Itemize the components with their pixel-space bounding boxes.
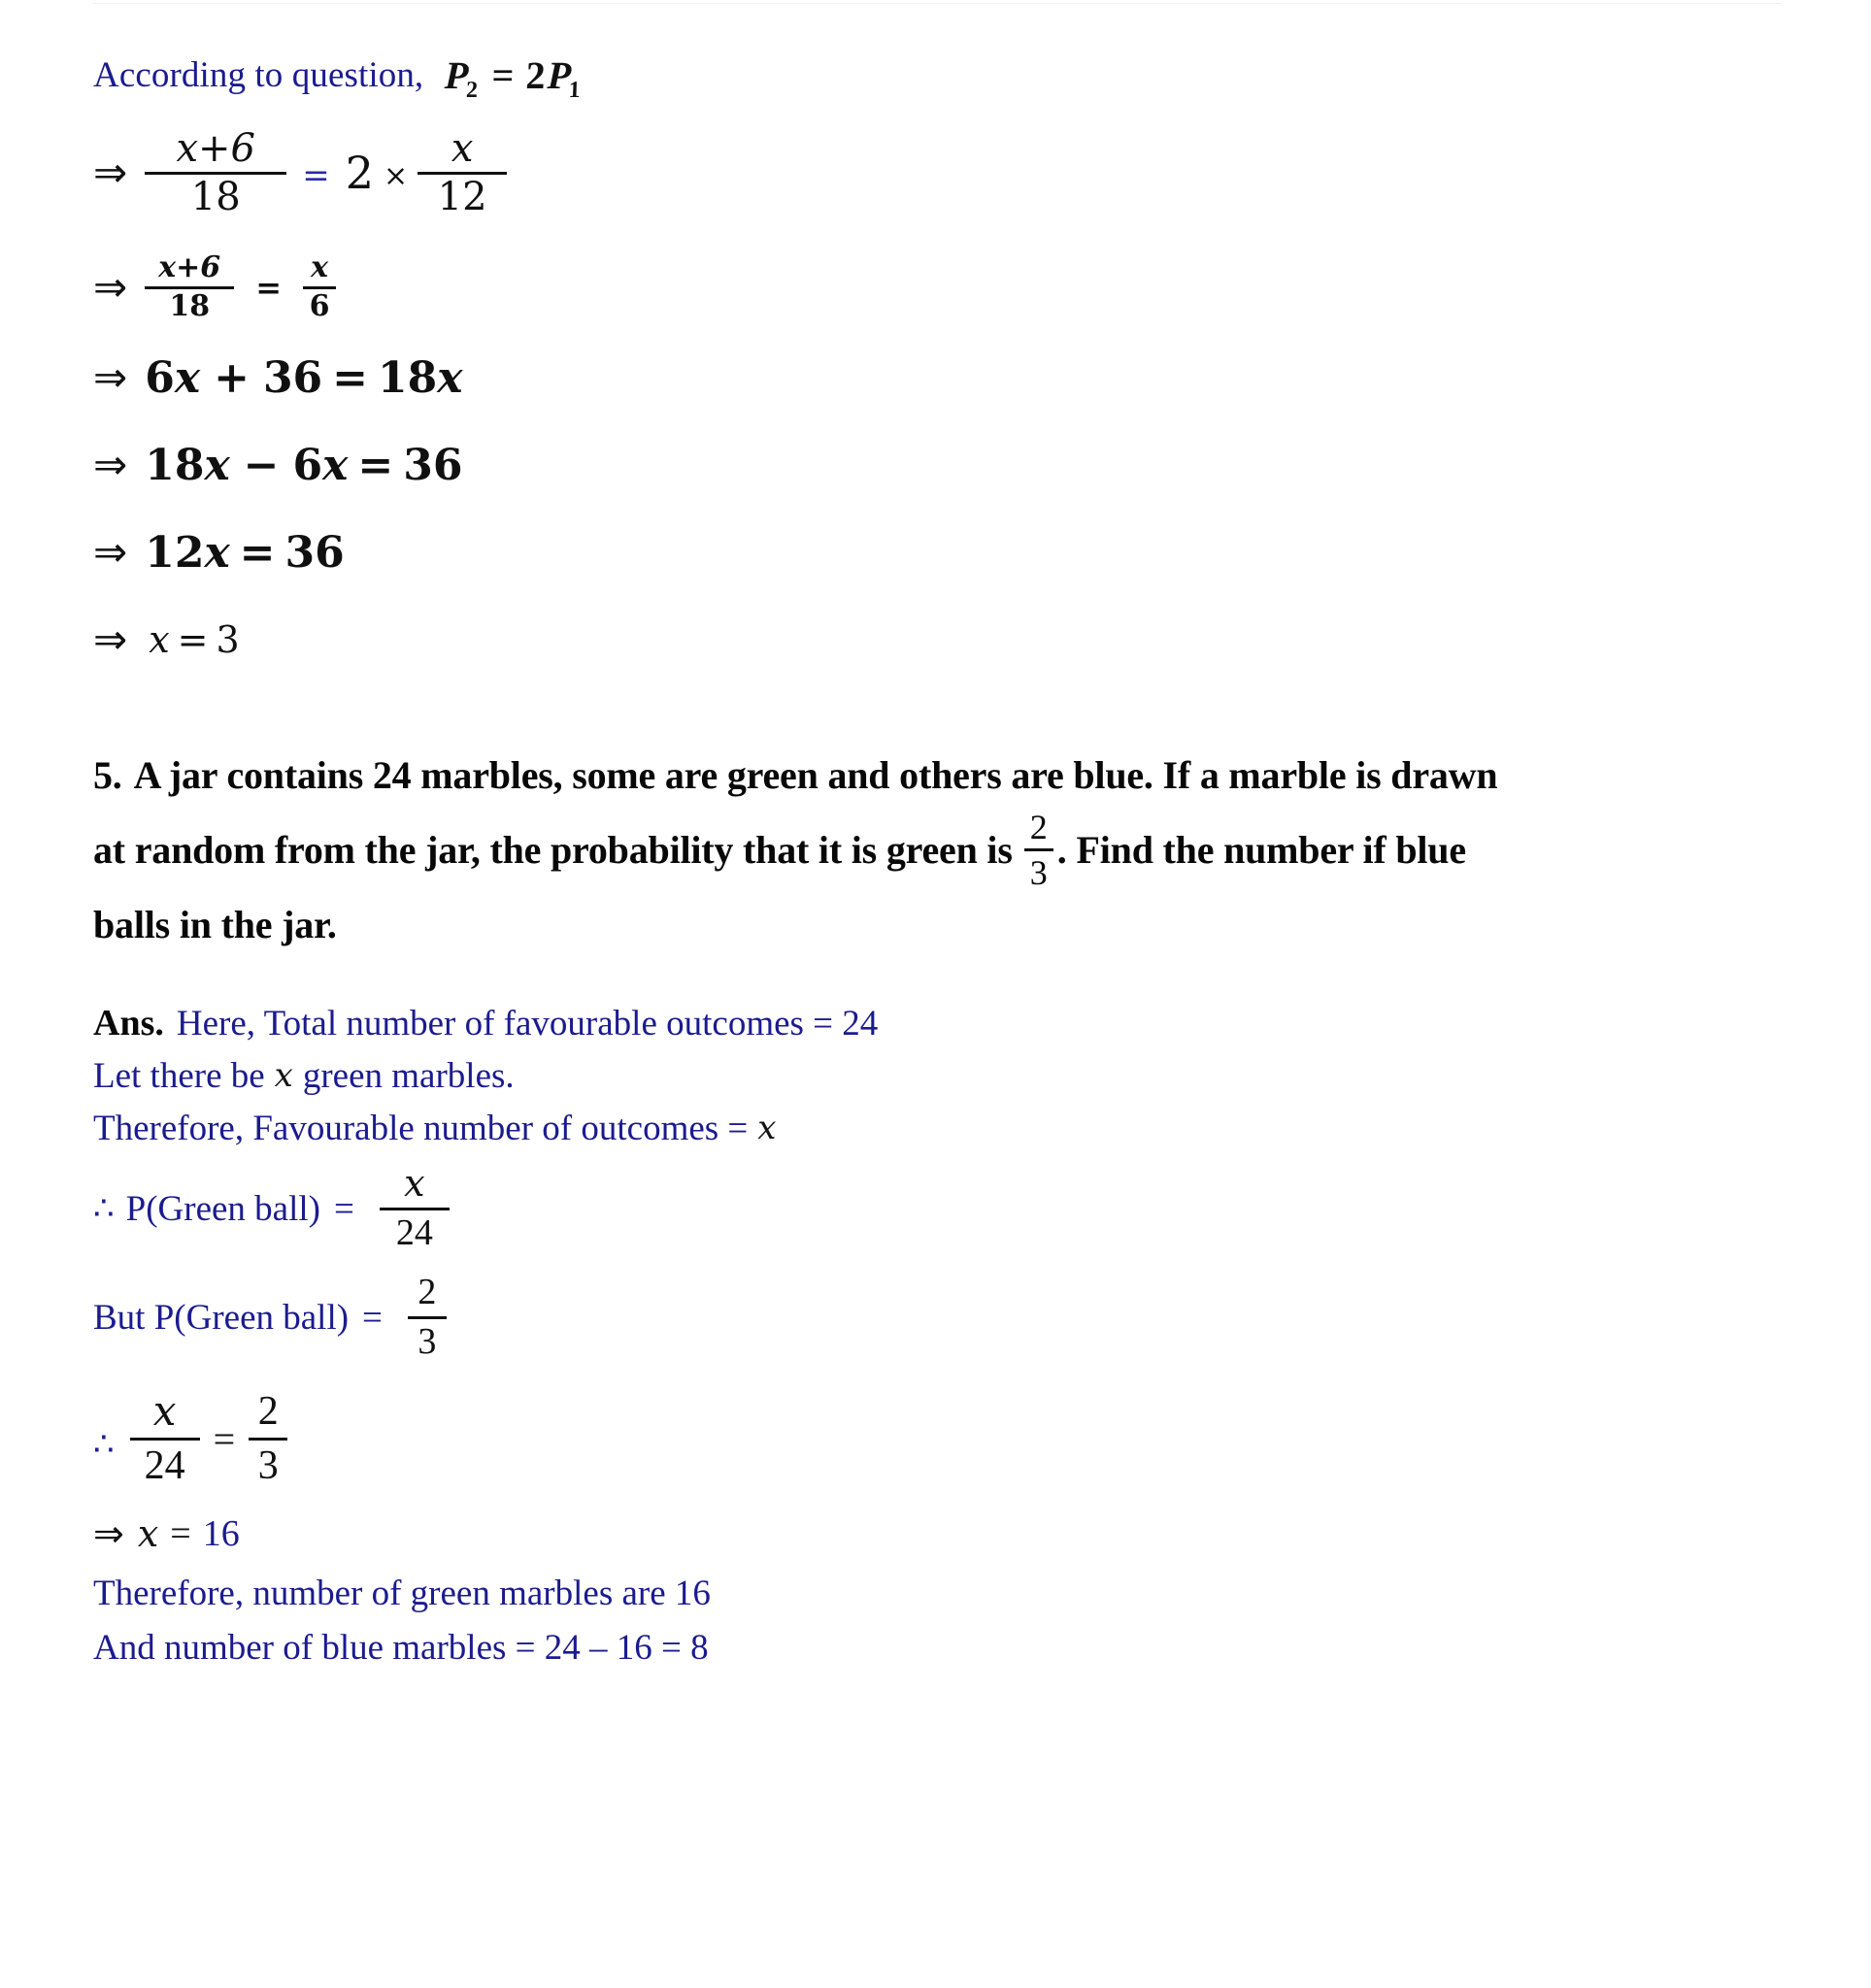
step-2-right-fraction bbox=[303, 249, 336, 323]
fraction-bar bbox=[1024, 848, 1053, 851]
answer-line-3-before: Therefore, Favourable number of outcomes = bbox=[93, 1108, 749, 1148]
step-2-right-denominator: 6 bbox=[309, 288, 330, 323]
step-3-row bbox=[93, 334, 1778, 421]
p-green-numerator: x bbox=[404, 1161, 425, 1205]
step-2-equals: = bbox=[255, 269, 283, 306]
step-1-left-fraction bbox=[145, 125, 286, 219]
conclusion-line-2 bbox=[93, 1620, 1778, 1674]
step-1-right-fraction bbox=[418, 125, 507, 219]
p-given-label: But P(Green ball) bbox=[93, 1297, 350, 1338]
p2-subscript: 2 bbox=[465, 77, 479, 103]
step-1-right-denominator: 12 bbox=[437, 174, 487, 219]
answer-line-1-text: Here, Total number of favourable outcomes = 24 bbox=[176, 1003, 879, 1044]
intro-line bbox=[93, 45, 1778, 105]
step-3-lhs-variable: x bbox=[174, 352, 201, 403]
final-left-denominator: 24 bbox=[144, 1442, 185, 1488]
step-5-equals: = bbox=[239, 527, 276, 578]
step-5-rhs: 36 bbox=[284, 527, 345, 578]
step-3-rhs-coefficient: 18 bbox=[378, 352, 438, 403]
p-green-equals: = bbox=[333, 1188, 354, 1229]
answer-line-3-variable: x bbox=[757, 1109, 777, 1147]
p1-subscript: 1 bbox=[568, 77, 582, 103]
question-probability-fraction bbox=[1024, 810, 1053, 890]
step-3-equals: = bbox=[332, 352, 369, 403]
question-number: 5. bbox=[93, 753, 122, 797]
step-2-row bbox=[93, 241, 1778, 334]
step-3-lhs-constant: 36 bbox=[262, 352, 323, 403]
p-green-denominator: 24 bbox=[395, 1211, 433, 1253]
step-1-row bbox=[93, 105, 1778, 241]
step-1-left-numerator: x+6 bbox=[176, 125, 255, 171]
final-right-fraction bbox=[249, 1390, 287, 1486]
final-equals: = bbox=[213, 1416, 236, 1461]
step-1-left-denominator: 18 bbox=[190, 174, 241, 219]
fraction-bar bbox=[130, 1438, 200, 1441]
answer-line-2 bbox=[93, 1049, 1778, 1102]
p2-symbol: P bbox=[444, 52, 470, 97]
step-1-right-numerator: x bbox=[451, 125, 474, 171]
step-6-variable: x bbox=[149, 618, 170, 661]
question-line-1 bbox=[93, 738, 1778, 812]
step-2-left-numerator: x+6 bbox=[158, 249, 221, 284]
implies-arrow-icon: ⇒ bbox=[93, 615, 128, 663]
p-given-fraction bbox=[408, 1271, 447, 1362]
step-4-lhs-coefficient: 18 bbox=[145, 440, 205, 490]
step-5-row bbox=[93, 509, 1778, 596]
intro-equation bbox=[444, 52, 584, 103]
final-left-fraction bbox=[130, 1387, 200, 1488]
final-right-denominator: 3 bbox=[257, 1442, 279, 1488]
fraction-bar bbox=[380, 1208, 450, 1210]
question-line-1-text: A jar contains 24 marbles, some are green and others are blue. If a marble is drawn bbox=[133, 753, 1498, 797]
p-given-numerator: 2 bbox=[418, 1271, 437, 1312]
question-line-2-before: at random from the jar, the probability that it is green is bbox=[93, 828, 1013, 872]
step-4-mid-coefficient: 6 bbox=[292, 440, 323, 490]
question-period: . bbox=[1056, 828, 1067, 872]
answer-line-2-variable: x bbox=[274, 1056, 293, 1095]
conclusion-2-text: And number of blue marbles = 24 – 16 = 8 bbox=[93, 1627, 709, 1668]
p-green-row bbox=[93, 1154, 1778, 1263]
answer-line-2-after: green marbles. bbox=[302, 1055, 515, 1096]
question-block bbox=[93, 738, 1778, 962]
step-2-left-fraction bbox=[145, 249, 234, 323]
step-3-plus: + bbox=[214, 352, 250, 403]
step-4-mid-variable: x bbox=[322, 440, 349, 490]
p-given-equals: = bbox=[362, 1297, 383, 1338]
fraction-bar bbox=[408, 1316, 447, 1319]
solution-row bbox=[93, 1502, 1778, 1566]
step-4-rhs: 36 bbox=[403, 440, 463, 490]
therefore-icon: ∴ bbox=[93, 1427, 115, 1463]
p-green-label: P(Green ball) bbox=[125, 1188, 320, 1229]
implies-arrow-icon: ⇒ bbox=[93, 353, 128, 401]
step-3-rhs-variable: x bbox=[437, 352, 463, 403]
step-6-equals: = bbox=[177, 618, 209, 661]
step-3-lhs-coefficient: 6 bbox=[145, 352, 175, 403]
implies-arrow-icon: ⇒ bbox=[93, 441, 128, 488]
implies-arrow-icon: ⇒ bbox=[93, 149, 128, 196]
question-fraction-denominator: 3 bbox=[1029, 853, 1048, 892]
multiply-icon: × bbox=[383, 158, 409, 193]
conclusion-line-1 bbox=[93, 1566, 1778, 1620]
step-5-coefficient: 12 bbox=[145, 527, 205, 578]
step-1-coefficient: 2 bbox=[345, 147, 374, 199]
question-line-3-text: balls in the jar. bbox=[93, 903, 337, 946]
final-equation-row bbox=[93, 1375, 1778, 1502]
question-line-2-after: Find the number if blue bbox=[1076, 828, 1466, 872]
answer-label: Ans. bbox=[93, 1003, 164, 1044]
question-line-2 bbox=[93, 808, 1778, 892]
step-4-minus: − bbox=[243, 440, 280, 490]
answer-block bbox=[93, 997, 1778, 1674]
p1-symbol: P bbox=[547, 52, 573, 97]
step-1-equals: = bbox=[302, 156, 330, 195]
intro-equals: = bbox=[491, 52, 516, 97]
step-4-row bbox=[93, 421, 1778, 509]
intro-coefficient: 2 bbox=[525, 52, 547, 97]
step-5-variable: x bbox=[204, 527, 230, 578]
implies-arrow-icon: ⇒ bbox=[93, 528, 128, 576]
answer-line-3 bbox=[93, 1102, 1778, 1154]
p-given-denominator: 3 bbox=[418, 1320, 437, 1362]
step-6-rhs: 3 bbox=[216, 618, 240, 661]
step-4-lhs-variable: x bbox=[204, 440, 230, 490]
solution-value: 16 bbox=[202, 1513, 240, 1554]
answer-line-1 bbox=[93, 997, 1778, 1049]
implies-arrow-icon: ⇒ bbox=[93, 1512, 124, 1555]
fraction-bar bbox=[249, 1438, 287, 1441]
therefore-icon: ∴ bbox=[93, 1191, 115, 1227]
p-green-fraction bbox=[380, 1161, 450, 1253]
step-6-row bbox=[93, 596, 1778, 683]
answer-line-2-before: Let there be bbox=[93, 1055, 265, 1096]
solution-equals: = bbox=[170, 1513, 191, 1554]
final-right-numerator: 2 bbox=[257, 1389, 279, 1435]
implies-arrow-icon: ⇒ bbox=[93, 263, 128, 311]
step-2-right-numerator: x bbox=[311, 249, 328, 284]
intro-text: According to question, bbox=[93, 54, 424, 95]
question-fraction-numerator: 2 bbox=[1029, 808, 1048, 846]
step-2-left-denominator: 18 bbox=[169, 288, 211, 323]
solution-variable: x bbox=[137, 1512, 159, 1555]
question-line-3 bbox=[93, 887, 1778, 962]
conclusion-1-text: Therefore, number of green marbles are 16 bbox=[93, 1573, 711, 1613]
final-left-numerator: x bbox=[152, 1387, 177, 1436]
step-4-equals: = bbox=[357, 440, 394, 490]
p-given-row bbox=[93, 1263, 1778, 1372]
